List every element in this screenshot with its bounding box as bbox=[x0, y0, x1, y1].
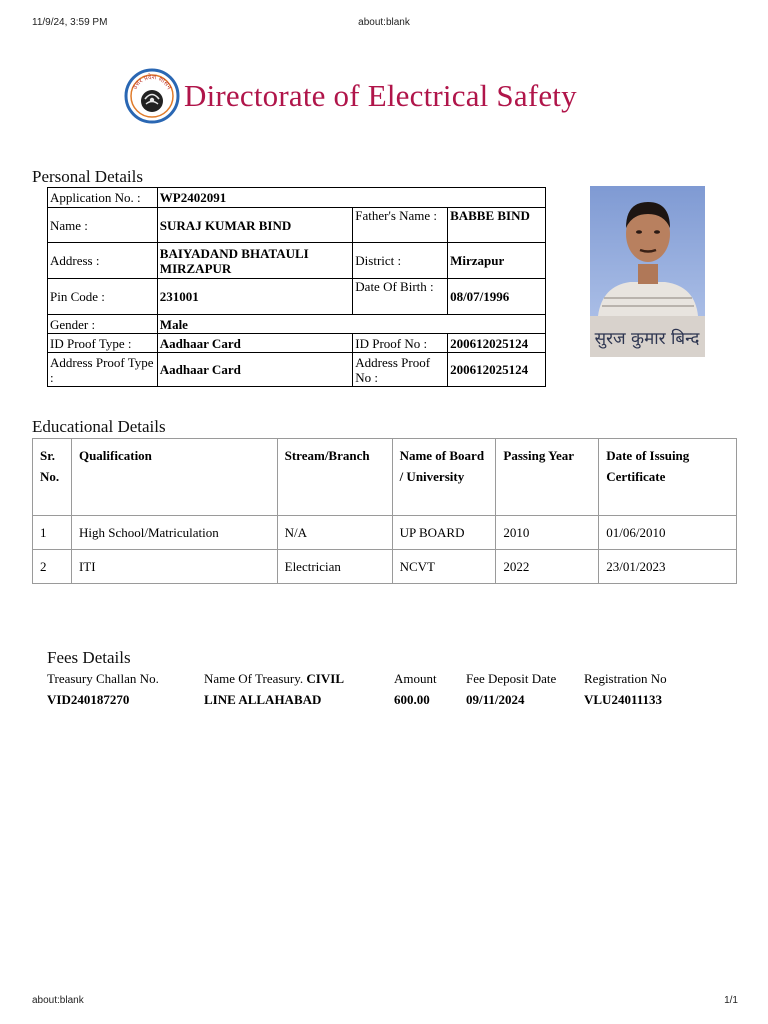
table-cell: ITI bbox=[71, 550, 277, 584]
table-row bbox=[48, 315, 546, 334]
name-value: SURAJ KUMAR BIND bbox=[157, 208, 352, 243]
challan-no-value: VID240187270 bbox=[47, 692, 130, 707]
fees-details-heading: Fees Details bbox=[47, 648, 131, 667]
table-cell: 2 bbox=[33, 550, 72, 584]
table-cell: 23/01/2023 bbox=[599, 550, 737, 584]
gender-value: Male bbox=[157, 315, 545, 334]
father-name-label: Father's Name : bbox=[353, 208, 448, 243]
gender-label: Gender : bbox=[48, 315, 158, 334]
column-header: Passing Year bbox=[496, 439, 599, 516]
id-proof-no-value: 200612025124 bbox=[448, 334, 546, 353]
applicant-photo-image bbox=[590, 186, 705, 357]
personal-details-heading: Personal Details bbox=[32, 167, 143, 186]
table-row bbox=[33, 516, 737, 550]
table-row bbox=[48, 334, 546, 353]
table-cell: 2010 bbox=[496, 516, 599, 550]
print-page-number: 1/1 bbox=[724, 995, 738, 1006]
table-row bbox=[48, 208, 546, 243]
personal-details-table bbox=[47, 187, 546, 387]
table-row bbox=[47, 668, 694, 689]
applicant-signature: सुरज कुमार बिन्द bbox=[594, 329, 700, 349]
column-header: Name of Board / University bbox=[392, 439, 496, 516]
educational-details-table bbox=[32, 438, 737, 584]
address-proof-no-value: 200612025124 bbox=[448, 353, 546, 387]
dob-value: 08/07/1996 bbox=[448, 279, 546, 315]
table-row bbox=[48, 353, 546, 387]
pin-code-value: 231001 bbox=[157, 279, 352, 315]
column-header: Qualification bbox=[71, 439, 277, 516]
emblem-text: उत्तर प्रदेश शासन bbox=[130, 72, 174, 91]
address-value: BAIYADAND BHATAULI MIRZAPUR bbox=[157, 243, 352, 279]
address-proof-no-label: Address Proof No : bbox=[353, 353, 448, 387]
table-row bbox=[48, 188, 546, 208]
table-cell: 01/06/2010 bbox=[599, 516, 737, 550]
application-no-value: WP2402091 bbox=[157, 188, 545, 208]
name-label: Name : bbox=[48, 208, 158, 243]
table-header-row bbox=[33, 439, 737, 516]
fees-details-table bbox=[47, 668, 694, 710]
table-cell: NCVT bbox=[392, 550, 496, 584]
district-value: Mirzapur bbox=[448, 243, 546, 279]
id-proof-type-value: Aadhaar Card bbox=[157, 334, 352, 353]
id-proof-no-label: ID Proof No : bbox=[353, 334, 448, 353]
pin-code-label: Pin Code : bbox=[48, 279, 158, 315]
treasury-name-value-part: CIVIL bbox=[306, 671, 344, 686]
amount-value: 600.00 bbox=[394, 692, 430, 707]
table-row bbox=[47, 689, 694, 710]
registration-no-value: VLU24011133 bbox=[584, 692, 663, 707]
up-government-emblem-icon bbox=[124, 68, 180, 124]
treasury-name-value: LINE ALLAHABAD bbox=[204, 692, 322, 707]
educational-details-heading: Educational Details bbox=[32, 417, 166, 436]
application-no-label: Application No. : bbox=[48, 188, 158, 208]
column-header: Date of Issuing Certificate bbox=[599, 439, 737, 516]
address-proof-type-value: Aadhaar Card bbox=[157, 353, 352, 387]
print-footer-url: about:blank bbox=[32, 995, 84, 1006]
treasury-label-cell bbox=[204, 668, 394, 689]
fee-deposit-date-value: 09/11/2024 bbox=[466, 692, 525, 707]
amount-label: Amount bbox=[394, 671, 437, 686]
department-banner bbox=[124, 68, 577, 124]
table-cell: Electrician bbox=[277, 550, 392, 584]
father-name-value: BABBE BIND bbox=[448, 208, 546, 243]
challan-no-label: Treasury Challan No. bbox=[47, 671, 159, 686]
print-date: 11/9/24, 3:59 PM bbox=[32, 17, 108, 28]
fee-deposit-date-label: Fee Deposit Date bbox=[466, 671, 557, 686]
table-cell: 2022 bbox=[496, 550, 599, 584]
applicant-photo bbox=[590, 186, 705, 357]
print-url: about:blank bbox=[358, 17, 410, 28]
district-label: District : bbox=[353, 243, 448, 279]
table-row bbox=[48, 279, 546, 315]
table-cell: 1 bbox=[33, 516, 72, 550]
table-row bbox=[48, 243, 546, 279]
table-row bbox=[33, 550, 737, 584]
registration-no-label: Registration No bbox=[584, 671, 667, 686]
table-cell: N/A bbox=[277, 516, 392, 550]
table-cell: High School/Matriculation bbox=[71, 516, 277, 550]
column-header: Stream/Branch bbox=[277, 439, 392, 516]
id-proof-type-label: ID Proof Type : bbox=[48, 334, 158, 353]
treasury-name-label: Name Of Treasury. bbox=[204, 671, 304, 686]
dob-label: Date Of Birth : bbox=[353, 279, 448, 315]
table-cell: UP BOARD bbox=[392, 516, 496, 550]
page-title: Directorate of Electrical Safety bbox=[184, 78, 577, 113]
address-proof-type-label: Address Proof Type : bbox=[48, 353, 158, 387]
address-label: Address : bbox=[48, 243, 158, 279]
column-header: Sr. No. bbox=[33, 439, 72, 516]
